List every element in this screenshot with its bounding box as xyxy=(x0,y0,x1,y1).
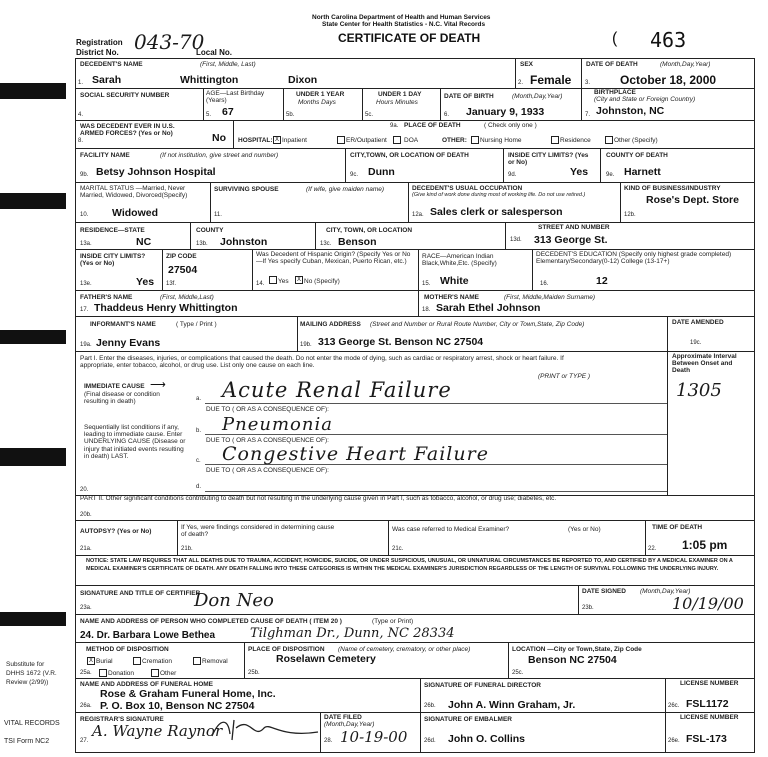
form-number-label: TSI Form NC2 xyxy=(4,738,50,745)
item-num: 12b. xyxy=(624,212,636,218)
race-value: White xyxy=(440,275,469,287)
business-value: Rose's Dept. Store xyxy=(646,194,739,206)
other-disposition-label: Other xyxy=(160,670,177,677)
informant-value: Jenny Evans xyxy=(96,337,161,349)
sequential-label: Sequentially list conditions if any, leading to immediate cause. Enter UNDERLYING CAUSE (Disease or injury that initiated events resulting in death) LAST. xyxy=(84,424,186,460)
item-num: 16. xyxy=(540,281,549,287)
residence-city: Benson xyxy=(338,236,377,248)
item-num: 26c. xyxy=(668,703,680,709)
under-1-year-label: UNDER 1 YEAR xyxy=(296,91,345,98)
date-amended-label: DATE AMENDED xyxy=(672,319,724,326)
col-line xyxy=(581,58,582,89)
row-line xyxy=(75,182,755,183)
hispanic-no-label: No (Specify) xyxy=(304,278,340,285)
col-line xyxy=(190,222,191,249)
item-num: 23b. xyxy=(582,605,594,611)
col-line xyxy=(315,222,316,249)
col-line xyxy=(252,249,253,290)
mothers-name-label: MOTHER'S NAME xyxy=(424,294,479,301)
inside-city-label: INSIDE CITY LIMITS? (Yes or No) xyxy=(508,152,589,167)
item-num: 13a. xyxy=(80,241,92,247)
redaction-bar xyxy=(0,448,66,466)
col-line xyxy=(203,88,204,120)
redaction-bar xyxy=(0,612,66,626)
donation-label: Donation xyxy=(108,670,135,677)
item-num: 4. xyxy=(78,112,84,118)
item-num: 19c. xyxy=(690,340,702,346)
col-line xyxy=(320,712,321,752)
item-num: 21b. xyxy=(181,546,193,552)
medical-examiner-label: Was case referred to Medical Examiner? xyxy=(392,526,510,533)
due-to-label-b: DUE TO ( OR AS A CONSEQUENCE OF): xyxy=(206,437,329,444)
registrar-signature: A. Wayne Raynor xyxy=(92,722,223,740)
county-of-death: Harnett xyxy=(624,166,661,178)
donation-checkbox[interactable] xyxy=(99,669,107,677)
er-checkbox[interactable] xyxy=(337,136,345,144)
facility-hint: (If not institution, give street and number) xyxy=(160,152,279,159)
row-line xyxy=(75,222,755,223)
birthplace-value: Johnston, NC xyxy=(596,105,665,117)
street-number-label: STREET AND NUMBER xyxy=(538,224,610,231)
col-line xyxy=(665,678,666,752)
item-num: 13c. xyxy=(320,241,332,247)
item-num: 19a. xyxy=(80,342,92,348)
item-num: 6. xyxy=(444,112,450,118)
mother-value: Sarah Ethel Johnson xyxy=(436,302,541,314)
item-num: 12a. xyxy=(412,212,424,218)
col-line xyxy=(418,249,419,290)
row-line xyxy=(75,678,755,679)
sex-label: SEX xyxy=(520,61,534,68)
under-1-day-label: UNDER 1 DAY xyxy=(378,91,422,98)
completed-by-label: NAME AND ADDRESS OF PERSON WHO COMPLETED CAUSE OF DEATH ( ITEM 20 ) xyxy=(80,618,342,625)
embalmer-label: SIGNATURE OF EMBALMER xyxy=(424,716,512,723)
col-line xyxy=(600,148,601,182)
location-label: LOCATION —City or Town,State, Zip Code xyxy=(512,646,642,653)
item-num: 8. xyxy=(78,138,84,144)
row-line xyxy=(75,585,755,586)
item-num: 27. xyxy=(80,738,89,744)
col-line xyxy=(667,351,668,495)
zip-label: ZIP CODE xyxy=(166,253,197,260)
informant-label: INFORMANT'S NAME xyxy=(90,321,156,328)
item-num: b. xyxy=(196,428,202,434)
col-line xyxy=(420,678,421,752)
license-1: FSL1172 xyxy=(686,698,729,710)
local-label: Local No. xyxy=(196,48,233,57)
burial-label: Burial xyxy=(96,658,113,665)
row-line xyxy=(75,148,755,149)
check-one-label: ( Check only one ) xyxy=(484,122,537,129)
item-num: 5b. xyxy=(286,112,295,118)
dob-label: DATE OF BIRTH xyxy=(444,93,494,100)
redaction-bar xyxy=(0,83,66,99)
item-num: 26b. xyxy=(424,703,436,709)
row-line xyxy=(75,88,755,89)
informant-hint: ( Type / Print ) xyxy=(176,321,217,328)
substitute-note: Substitute for DHHS 1672 (V.R. Review (2/99)) xyxy=(6,661,57,686)
part-2-label: PART II. Other significant conditions contributing to death but not resulting in the underlying cause given in Part I, such as tobacco, alcohol, or drug use; diabetes, etc. xyxy=(80,495,557,502)
col-line xyxy=(210,182,211,222)
col-line xyxy=(388,520,389,555)
zip-value: 27504 xyxy=(168,264,198,276)
col-line xyxy=(532,249,533,290)
item-num: 25a. xyxy=(80,670,92,676)
item-num: 18. xyxy=(422,307,431,313)
item-num: 26e. xyxy=(668,738,680,744)
inpatient-checkbox[interactable]: X xyxy=(274,137,279,143)
registration-number: 043-70 xyxy=(134,30,205,54)
city-of-death: Dunn xyxy=(368,166,395,178)
funeral-home-address: P. O. Box 10, Benson NC 27504 xyxy=(100,700,255,712)
completed-by-address: Tilghman Dr., Dunn, NC 28334 xyxy=(250,626,455,641)
registrar-flourish xyxy=(210,714,320,744)
fathers-name-label: FATHER'S NAME xyxy=(80,294,133,301)
item-num: 21c. xyxy=(392,546,404,552)
item-num: 13b. xyxy=(196,241,208,247)
marital-status-label: MARITAL STATUS —Married, Never Married, Widowed, Divorced(Specify) xyxy=(80,185,188,200)
item-num: 7. xyxy=(585,112,591,118)
item-num: 19b. xyxy=(300,342,312,348)
row-line xyxy=(75,316,755,317)
item-num: 13d. xyxy=(510,237,522,243)
marital-value: Widowed xyxy=(112,207,158,219)
time-of-death-label: TIME OF DEATH xyxy=(652,524,703,531)
other-label: OTHER: xyxy=(442,137,467,144)
other-specify-checkbox[interactable] xyxy=(605,136,613,144)
mailing-address-label: MAILING ADDRESS xyxy=(300,321,361,328)
date-signed-label: DATE SIGNED xyxy=(582,588,626,595)
funeral-director: John A. Winn Graham, Jr. xyxy=(448,699,576,711)
print-type-label: (PRINT or TYPE ) xyxy=(538,373,591,380)
occupation-label: DECEDENT'S USUAL OCCUPATION xyxy=(412,185,523,192)
education-elem: 12 xyxy=(596,275,608,287)
frame-line xyxy=(754,58,755,753)
armed-forces-label: WAS DECEDENT EVER IN U.S. ARMED FORCES? (Yes or No) xyxy=(80,123,175,138)
county-of-death-label: COUNTY OF DEATH xyxy=(606,152,668,159)
date-signed-hint: (Month,Day,Year) xyxy=(640,588,691,595)
spouse-hint: (If wife, give maiden name) xyxy=(306,186,385,193)
license-2: FSL-173 xyxy=(686,733,727,745)
disposition-location: Benson NC 27504 xyxy=(528,654,617,666)
cause-line xyxy=(205,491,667,492)
col-line xyxy=(162,249,163,290)
col-line xyxy=(508,642,509,678)
item-num: 9c. xyxy=(350,172,359,178)
date-of-death: October 18, 2000 xyxy=(620,73,717,87)
item-num: 10. xyxy=(80,212,89,218)
item-num: c. xyxy=(196,458,201,464)
interval-a: 1305 xyxy=(676,380,722,401)
item-num: 21a. xyxy=(80,546,92,552)
row-line xyxy=(75,290,755,291)
item-num: 26a. xyxy=(80,703,92,709)
other-disposition-checkbox[interactable] xyxy=(151,669,159,677)
sex-value: Female xyxy=(530,73,572,87)
other-specify-label: Other (Specify) xyxy=(614,137,658,144)
education-label: DECEDENT'S EDUCATION (Specify only highest grade completed) Elementary/Secondary(0-12) College (13-17+) xyxy=(536,251,732,266)
item-num: 13e. xyxy=(80,281,92,287)
mailing-value: 313 George St. Benson NC 27504 xyxy=(318,336,484,348)
item-num: 9b. xyxy=(80,172,89,178)
item-num: 2. xyxy=(518,80,524,86)
row-line xyxy=(75,555,755,556)
item-num: 9e. xyxy=(606,172,615,178)
mailing-hint: (Street and Number or Rural Route Number, City or Town,State, Zip Code) xyxy=(370,321,585,328)
frame-line xyxy=(75,752,755,753)
embalmer-value: John O. Collins xyxy=(448,733,526,745)
residence-street: 313 George St. xyxy=(534,234,608,246)
item-num: 1. xyxy=(78,80,84,86)
father-value: Thaddeus Henry Whittington xyxy=(94,302,238,314)
item-num: 11. xyxy=(214,212,222,218)
hours-minutes-label: Hours Minutes xyxy=(376,99,418,106)
occupation-value: Sales clerk or salesperson xyxy=(430,206,563,218)
inside-city-2-value: Yes xyxy=(136,276,155,288)
hospital-label: HOSPITAL: xyxy=(238,137,273,144)
funeral-director-label: SIGNATURE OF FUNERAL DIRECTOR xyxy=(424,682,542,689)
item-num: 3. xyxy=(585,80,591,86)
item-num: 25b. xyxy=(248,670,260,676)
findings-label: If Yes, were findings considered in determining cause of death? xyxy=(181,524,335,539)
col-line xyxy=(408,182,409,222)
col-line xyxy=(503,148,504,182)
item-num: 5c. xyxy=(365,112,374,118)
col-line xyxy=(418,290,419,316)
col-line xyxy=(345,148,346,182)
row-line xyxy=(75,614,755,615)
immediate-cause-label: IMMEDIATE CAUSE xyxy=(84,383,145,390)
mothers-hint: (First, Middle,Maiden Surname) xyxy=(504,294,596,301)
time-of-death: 1:05 pm xyxy=(682,538,728,552)
redaction-bar xyxy=(0,193,66,209)
inside-city-value: Yes xyxy=(570,166,589,178)
cremation-label: Cremation xyxy=(142,658,172,665)
arrow-icon: ⟶ xyxy=(150,379,166,391)
col-line xyxy=(515,58,516,89)
item-num: 28. xyxy=(324,738,333,744)
item-num: 25c. xyxy=(512,670,524,676)
row-line xyxy=(75,712,755,713)
date-hint: (Month,Day,Year) xyxy=(660,61,711,68)
col-line xyxy=(362,88,363,120)
fathers-hint: (First, Middle,Last) xyxy=(160,294,214,301)
dob-hint: (Month,Day,Year) xyxy=(512,93,563,100)
facility-value: Betsy Johnson Hospital xyxy=(96,166,216,178)
cause-b: Pneumonia xyxy=(222,414,333,435)
col-line xyxy=(578,585,579,614)
signature-certifier-label: SIGNATURE AND TITLE OF CERTIFIER xyxy=(80,590,201,597)
birthplace-label: BIRTHPLACE xyxy=(594,89,636,96)
removal-label: Removal xyxy=(202,658,228,665)
date-filed-label: DATE FILED xyxy=(324,714,362,721)
last-name: Dixon xyxy=(288,74,318,86)
row-line xyxy=(75,120,755,121)
item-num: 17. xyxy=(80,307,89,313)
place-of-death-label: PLACE OF DEATH xyxy=(404,122,461,129)
item-num: 20b. xyxy=(80,512,92,518)
cemetery-value: Roselawn Cemetery xyxy=(276,653,376,665)
autopsy-label: AUTOPSY? (Yes or No) xyxy=(80,528,152,535)
method-disposition-label: METHOD OF DISPOSITION xyxy=(86,646,169,653)
cause-line xyxy=(205,403,667,404)
date-filed: 10-19-00 xyxy=(340,728,408,746)
row-line xyxy=(75,249,755,250)
inpatient-label: Inpatient xyxy=(282,137,307,144)
item-num: 13f. xyxy=(166,281,177,287)
place-disposition-label: PLACE OF DISPOSITION xyxy=(248,646,325,653)
residence-state: NC xyxy=(136,236,152,248)
funeral-home-label: NAME AND ADDRESS OF FUNERAL HOME xyxy=(80,681,214,688)
armed-forces-value: No xyxy=(212,132,226,144)
cert-paren: ( xyxy=(612,30,618,47)
completed-by-hint: (Type or Print) xyxy=(372,618,414,625)
place-disposition-hint: (Name of cemetery, crematory, or other place) xyxy=(338,646,471,653)
er-label: ER/Outpatient xyxy=(346,137,387,144)
row-line xyxy=(75,351,755,352)
residence-state-label: RESIDENCE—STATE xyxy=(80,227,145,234)
license-number-2-label: LICENSE NUMBER xyxy=(680,714,739,721)
ssn-label: SOCIAL SECURITY NUMBER xyxy=(80,92,170,99)
residence-checkbox[interactable] xyxy=(551,136,559,144)
agency-line-1: North Carolina Department of Health and Human Services xyxy=(312,14,491,21)
registrar-label: REGISTRAR'S SIGNATURE xyxy=(80,716,164,723)
facility-name-label: FACILITY NAME xyxy=(80,152,130,159)
item-num: a. xyxy=(196,396,202,402)
frame-line xyxy=(75,58,755,59)
item-num: 20. xyxy=(80,487,89,493)
item-num: 22. xyxy=(648,546,657,552)
first-name: Sarah xyxy=(92,74,122,86)
completed-by: 24. Dr. Barbara Lowe Bethea xyxy=(80,630,216,641)
doa-checkbox[interactable] xyxy=(393,136,401,144)
license-number-label: LICENSE NUMBER xyxy=(680,680,739,687)
age-value: 67 xyxy=(222,106,234,118)
cause-c: Congestive Heart Failure xyxy=(222,443,489,465)
me-yes-no-label: (Yes or No) xyxy=(568,526,601,533)
hispanic-label: Was Decedent of Hispanic Origin? (Specify Yes or No—If Yes specify Cuban, Mexican, Puerto Rican, etc.) xyxy=(256,251,411,266)
item-num: 26d. xyxy=(424,738,436,744)
item-num: 9d. xyxy=(508,172,517,178)
decedent-name-label: DECEDENT'S NAME xyxy=(80,61,143,68)
city-location-label: CITY,TOWN, OR LOCATION OF DEATH xyxy=(350,152,469,159)
part-1-instructions: Part I. Enter the diseases, injuries, or complications that caused the death. Do not enter the mode of dying, such as cardiac or respiratory arrest, shock or heart failure. If appropriate, enter tobacco, alcohol, or drug use. List only one cause on each line. xyxy=(80,355,564,370)
item-num: 9a. xyxy=(390,123,399,129)
certifier-signature: Don Neo xyxy=(194,590,274,611)
race-label: RACE—American Indian Black,White,Etc. (Specify) xyxy=(422,253,497,268)
nursing-home-checkbox[interactable] xyxy=(471,136,479,144)
middle-name: Whittington xyxy=(180,74,239,86)
business-label: KIND OF BUSINESS/INDUSTRY xyxy=(624,185,721,192)
col-line xyxy=(645,520,646,555)
residence-county: Johnston xyxy=(220,236,268,248)
registration-label: Registration xyxy=(76,38,123,47)
col-line xyxy=(297,316,298,351)
col-line xyxy=(177,520,178,555)
item-num: d. xyxy=(196,484,202,490)
cause-a: Acute Renal Failure xyxy=(222,378,452,402)
doa-label: DOA xyxy=(404,137,419,144)
certificate-number: 463 xyxy=(650,28,687,52)
vital-records-label: VITAL RECORDS xyxy=(4,720,60,727)
surviving-spouse-label: SURVIVING SPOUSE xyxy=(214,186,279,193)
col-line xyxy=(233,120,234,148)
page-title: CERTIFICATE OF DEATH xyxy=(338,31,481,45)
col-line xyxy=(667,316,668,351)
notice-text: NOTICE: STATE LAW REQUIRES THAT ALL DEATHS DUE TO TRAUMA, ACCIDENT, HOMICIDE, SUICIDE, OR UNDER SUSPICIOUS, UNUSUAL, OR UNNATURAL CIRCUMSTANCES BE REPORTED TO, AND CERTIFIED BY A MEDICAL EXAMINER ON A MEDICAL EXAMINER'S CERTIFICATE OF DEATH. ANY DEATH FALLING INTO THESE CATEGORIES IS WITHIN THE MEDICAL EXAMINER'S JURISDICTION REGARDLESS OF THE LENGTH OF SURVIVAL FOLLOWING THE UNDERLYING INJURY. xyxy=(86,558,733,572)
frame-line xyxy=(75,58,76,753)
county-label: COUNTY xyxy=(196,227,224,234)
cremation-checkbox[interactable] xyxy=(133,657,141,665)
funeral-home-name: Rose & Graham Funeral Home, Inc. xyxy=(100,688,276,700)
row-line xyxy=(75,642,755,643)
age-label: AGE—Last Birthday (Years) xyxy=(206,90,265,105)
item-num: 14. xyxy=(256,281,265,287)
redaction-bar xyxy=(0,330,66,344)
due-to-label-c: DUE TO ( OR AS A CONSEQUENCE OF): xyxy=(206,467,329,474)
agency-line-2: State Center for Health Statistics - N.C. Vital Records xyxy=(322,21,486,28)
occupation-hint: (Give kind of work done during most of working life. Do not use retired.) xyxy=(412,192,586,198)
months-days-label: Months Days xyxy=(298,99,336,106)
col-line xyxy=(581,88,582,120)
item-num: 15. xyxy=(422,281,431,287)
date-of-birth: January 9, 1933 xyxy=(466,106,545,118)
city-town-label: CITY, TOWN, OR LOCATION xyxy=(326,227,413,234)
date-signed: 10/19/00 xyxy=(672,594,744,613)
item-num: 23a. xyxy=(80,605,92,611)
col-line xyxy=(244,642,245,678)
col-line xyxy=(620,182,621,222)
name-hint: (First, Middle, Last) xyxy=(200,61,256,68)
col-line xyxy=(505,222,506,249)
nursing-home-label: Nursing Home xyxy=(480,137,522,144)
inside-city-2-label: INSIDE CITY LIMITS? (Yes or No) xyxy=(80,253,146,268)
col-line xyxy=(283,88,284,120)
col-line xyxy=(440,88,441,120)
hispanic-yes-checkbox[interactable] xyxy=(269,276,277,284)
residence-label: Residence xyxy=(560,137,591,144)
date-filed-hint: (Month,Day,Year) xyxy=(324,721,375,728)
burial-checkbox[interactable]: X xyxy=(88,658,93,664)
item-num: 5. xyxy=(206,112,212,118)
hispanic-yes-label: Yes xyxy=(278,278,289,285)
interval-label: Approximate Interval Between Onset and Death xyxy=(672,353,737,375)
date-of-death-label: DATE OF DEATH xyxy=(586,61,638,68)
hispanic-no-checkbox[interactable]: X xyxy=(296,277,301,283)
immediate-cause-hint: (Final disease or condition resulting in death) xyxy=(84,391,160,406)
birthplace-hint: (City and State or Foreign Country) xyxy=(594,96,696,103)
district-label: District No. xyxy=(76,48,119,57)
due-to-label-a: DUE TO ( OR AS A CONSEQUENCE OF): xyxy=(206,406,329,413)
removal-checkbox[interactable] xyxy=(193,657,201,665)
